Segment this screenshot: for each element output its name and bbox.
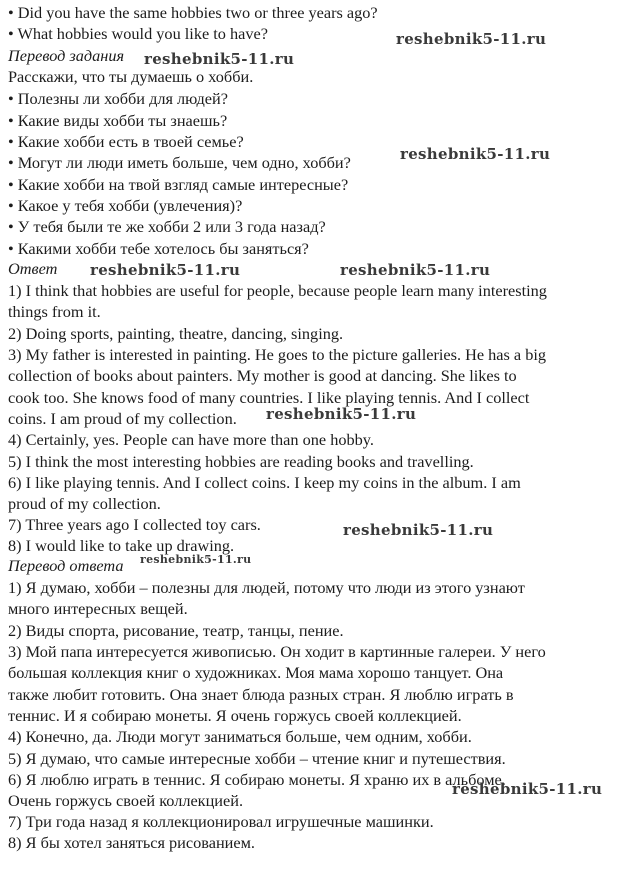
watermark: reshebnik5-11.ru [452, 780, 603, 798]
answer-translation-line: 6) Я люблю играть в теннис. Я собираю монеты. Я храню их в альбоме. [8, 770, 506, 789]
watermark: reshebnik5-11.ru [340, 261, 491, 279]
answer-translation-line: теннис. И я собираю монеты. Я очень горжусь своей коллекцией. [8, 706, 462, 725]
watermark: reshebnik5-11.ru [144, 50, 295, 68]
task-translation-item: • Какими хобби тебе хотелось бы заняться? [8, 239, 309, 258]
answer-line: things from it. [8, 302, 101, 321]
answer-translation-line: Очень горжусь своей коллекцией. [8, 791, 244, 810]
task-translation-item: • У тебя были те же хобби 2 или 3 года назад? [8, 217, 326, 236]
answer-heading: Ответ [8, 259, 58, 278]
answer-translation-line: также любит готовить. Она знает блюда разных стран. Я люблю играть в [8, 685, 514, 704]
task-translation-item: • Какие хобби есть в твоей семье? [8, 132, 244, 151]
answer-line: proud of my collection. [8, 494, 161, 513]
answer-line: 5) I think the most interesting hobbies are reading books and travelling. [8, 452, 474, 471]
answer-translation-line: 5) Я думаю, что самые интересные хобби – чтение книг и путешествия. [8, 749, 506, 768]
answer-translation-line: 2) Виды спорта, рисование, театр, танцы, пение. [8, 621, 344, 640]
answer-translation-line: 8) Я бы хотел заняться рисованием. [8, 833, 255, 852]
answer-translation-line: 1) Я думаю, хобби – полезны для людей, потому что люди из этого узнают [8, 578, 525, 597]
task-translation-item: • Какие виды хобби ты знаешь? [8, 111, 228, 130]
answer-line: 3) My father is interested in painting. He goes to the picture galleries. He has a big [8, 345, 547, 364]
answer-translation-line: 7) Три года назад я коллекционировал игрушечные машинки. [8, 812, 434, 831]
answer-line: 2) Doing sports, painting, theatre, dancing, singing. [8, 324, 344, 343]
task-translation-heading: Перевод задания [8, 46, 125, 65]
task-translation-intro: Расскажи, что ты думаешь о хобби. [8, 67, 254, 86]
watermark: reshebnik5-11.ru [266, 405, 417, 423]
question-line: • Did you have the same hobbies two or three years ago? [8, 3, 378, 22]
task-translation-item: • Могут ли люди иметь больше, чем одно, хобби? [8, 153, 351, 172]
answer-translation-line: 4) Конечно, да. Люди могут заниматься больше, чем одним, хобби. [8, 727, 472, 746]
watermark: reshebnik5-11.ru [396, 30, 547, 48]
answer-line: collection of books about painters. My mother is good at dancing. She likes to [8, 366, 517, 385]
answer-line: 8) I would like to take up drawing. [8, 536, 235, 555]
answer-translation-heading: Перевод ответа [8, 556, 124, 575]
task-translation-item: • Какое у тебя хобби (увлечения)? [8, 196, 243, 215]
answer-translation-line: много интересных вещей. [8, 599, 188, 618]
answer-line: 1) I think that hobbies are useful for people, because people learn many interesting [8, 281, 547, 300]
answer-translation-line: большая коллекция книг о художниках. Моя мама хорошо танцует. Она [8, 663, 504, 682]
answer-line: coins. I am proud of my collection. [8, 409, 237, 428]
watermark: reshebnik5-11.ru [400, 145, 551, 163]
watermark: reshebnik5-11.ru [90, 261, 241, 279]
task-translation-item: • Какие хобби на твой взгляд самые интересные? [8, 175, 349, 194]
watermark: reshebnik5-11.ru [140, 553, 252, 566]
answer-translation-line: 3) Мой папа интересуется живописью. Он ходит в картинные галереи. У него [8, 642, 546, 661]
answer-line: 6) I like playing tennis. And I collect coins. I keep my coins in the album. I am [8, 473, 521, 492]
question-line: • What hobbies would you like to have? [8, 24, 268, 43]
task-translation-item: • Полезны ли хобби для людей? [8, 89, 228, 108]
answer-line: 7) Three years ago I collected toy cars. [8, 515, 261, 534]
answer-line: cook too. She knows food of many countries. I like playing tennis. And I collect [8, 388, 530, 407]
answer-line: 4) Certainly, yes. People can have more than one hobby. [8, 430, 374, 449]
watermark: reshebnik5-11.ru [343, 521, 494, 539]
